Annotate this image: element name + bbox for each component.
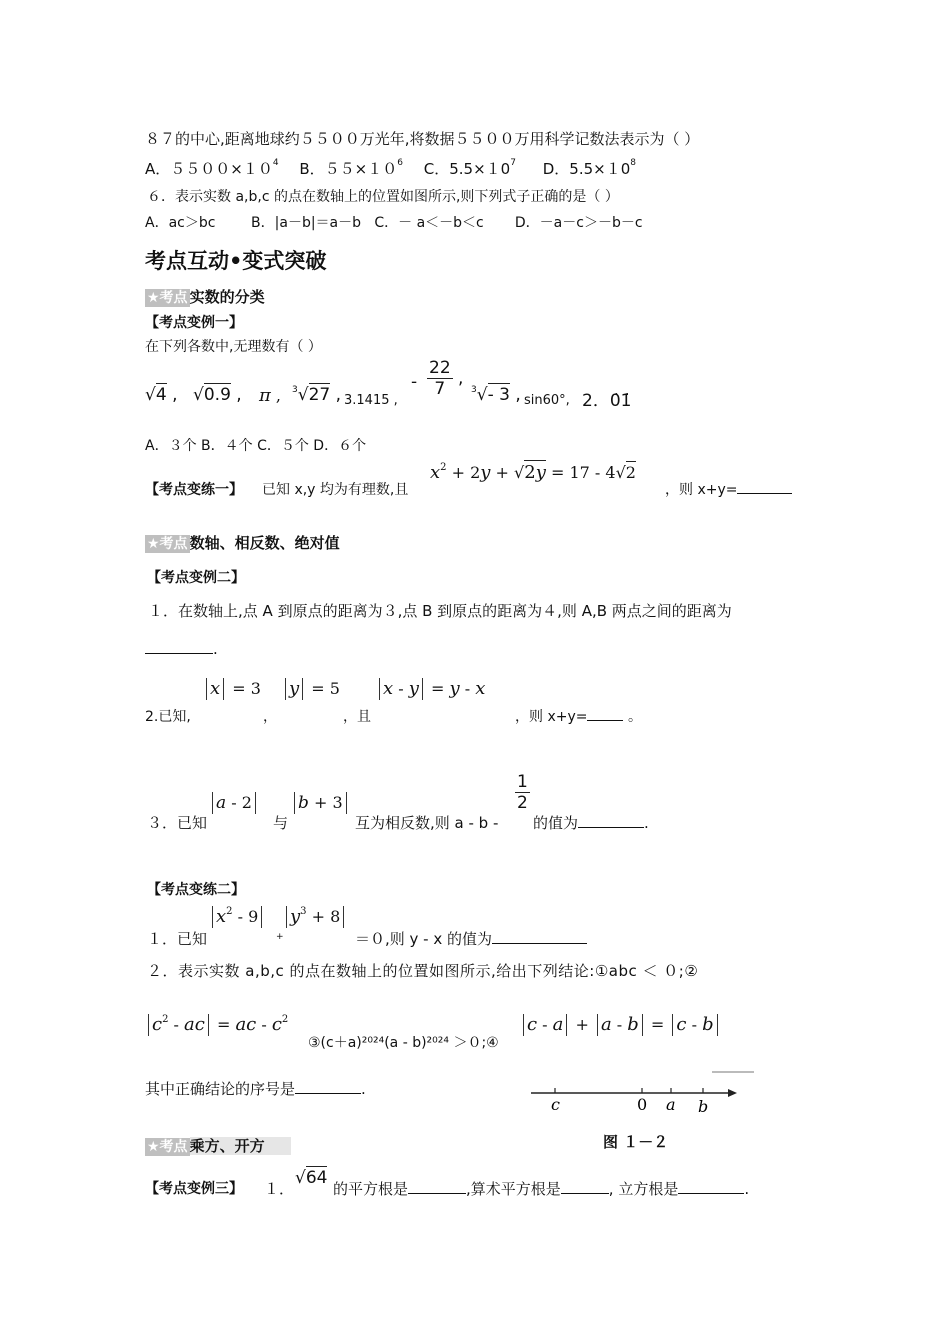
topic2-p2: ２．表示实数 a,b,c 的点在数轴上的位置如图所示,给出下列结论:①abc ＜ ０;②	[147, 962, 699, 980]
topic1-prompt: 在下列各数中,无理数有（ ）	[145, 339, 322, 355]
axis-label-b: b	[698, 1097, 709, 1116]
topic-tag: ★考点	[147, 536, 188, 552]
p1-math-1: $x^2 - 9$	[209, 906, 265, 928]
q2-sep-2: ，且	[343, 709, 371, 725]
num-cbrt-neg3: $^3$√- 3 ,	[471, 385, 521, 405]
topic1-practice-tail: ，则 x+y=	[665, 479, 792, 499]
topic3-title: 乘方、开方	[190, 1137, 291, 1155]
topic2-q1-answer: .	[145, 640, 218, 658]
q5-option-d: D．5.5×１0	[542, 160, 631, 178]
q2-math-3: x - y = y - x	[376, 678, 485, 700]
axis-label-0: 0	[637, 1095, 648, 1114]
answer-blank[interactable]	[295, 1093, 361, 1094]
arrow-icon	[728, 1089, 737, 1097]
topic1-practice-equation: $x^2 + 2y + √2y = 17 - 4√2$	[430, 462, 636, 483]
p2-cond-3: ③(c＋a)²⁰²⁴(a - b)²⁰²⁴ ＞０;④	[308, 1035, 499, 1051]
topic3-sqrt64: √64	[295, 1168, 328, 1188]
topic3-header	[145, 1135, 291, 1156]
q6-options: A．ac＞bc B．|a－b|＝a－b C．－ a＜－b＜c D．－a－c＞－b－c	[145, 215, 643, 231]
topic2-p2-conditions	[145, 1012, 785, 1058]
q5-option-c: C．5.5×１0	[423, 160, 511, 178]
num-sqrt4: √4 ,	[145, 385, 178, 405]
q3-tail: 的值为 .	[533, 814, 649, 832]
q2-tail: ，则 x+y= 。	[515, 709, 642, 725]
num-cbrt27: $^3$√27 ,	[292, 385, 342, 405]
section-heading: 考点互动•变式突破	[145, 249, 327, 273]
figure-caption: 图 １－２	[603, 1133, 669, 1151]
q5-options: A．$5500\times 10^4$ B．$55\times 10^6$ C．$5.5\times 10^7$ D．$5.5\times 10^8$	[145, 158, 636, 178]
q5-stem: ８７的中心,距离地球约５５００万光年,将数据５５００万用科学记数法表示为（ ）	[145, 130, 700, 148]
q2-sep-1: ，	[263, 709, 277, 725]
p1-tail: ＝０,则 y - x 的值为	[355, 928, 587, 949]
number-line-figure	[525, 1066, 765, 1120]
topic3-q1	[145, 1164, 805, 1204]
q2-prefix: 2.已知,	[145, 709, 191, 725]
topic-tag: ★考点	[147, 290, 188, 306]
num-repeating: 2．0̇1̇	[582, 391, 632, 411]
topic3-q1-prefix: １．	[264, 1180, 295, 1198]
num-sqrt09: √0.9 ,	[193, 385, 242, 405]
answer-blank[interactable]	[492, 943, 587, 944]
answer-blank[interactable]	[587, 720, 623, 721]
answer-blank[interactable]	[145, 653, 213, 654]
q5-option-a: A．５５００×１０	[145, 160, 273, 178]
answer-blank[interactable]	[561, 1193, 609, 1194]
topic1-practice	[145, 462, 805, 502]
p1-plus: +	[276, 932, 284, 942]
topic2-q1: １．在数轴上,点 A 到原点的距离为３,点 B 到原点的距离为４,则 A,B 两点之间的距离为	[148, 602, 732, 620]
topic1-title: 实数的分类	[189, 288, 265, 306]
topic3-example-label: 【考点变例三】	[145, 1181, 243, 1197]
answer-blank[interactable]	[737, 493, 792, 494]
topic1-header	[145, 286, 265, 307]
topic-tag: ★考点	[147, 1139, 188, 1155]
num-pi: π ,	[259, 385, 282, 406]
topic2-title: 数轴、相反数、绝对值	[189, 534, 340, 552]
topic2-q3	[145, 772, 805, 836]
topic2-example-label: 【考点变例二】	[147, 570, 245, 586]
q2-math-2: y = 5	[282, 678, 340, 700]
p2-cond-4: c - a + a - b = c - b	[520, 1014, 721, 1036]
q3-fraction: $\frac{1}{2}$	[517, 772, 528, 813]
num-decimal: 3.1415 ,	[344, 393, 398, 408]
answer-blank[interactable]	[678, 1193, 744, 1194]
axis-label-c: c	[551, 1095, 560, 1114]
answer-blank[interactable]	[408, 1193, 466, 1194]
q2-math-1: x = 3	[203, 678, 261, 700]
q3-mid: 与	[273, 814, 289, 832]
topic1-options: A．３个 B．４个 C．５个 D．６个	[145, 438, 367, 454]
q6-stem: ６．表示实数 a,b,c 的点在数轴上的位置如图所示,则下列式子正确的是（ ）	[147, 189, 619, 205]
topic2-practice-label: 【考点变练二】	[147, 882, 245, 898]
topic1-practice-label: 【考点变练一】	[145, 482, 243, 498]
q5-option-b: B．５５×１０	[299, 160, 398, 178]
num-fraction: $\frac{22}{7}$ ,	[429, 358, 464, 399]
topic2-p2-ask: 其中正确结论的序号是 .	[145, 1080, 366, 1098]
topic3-q1-text: 的平方根是 ,算术平方根是 , 立方根是 .	[333, 1180, 750, 1198]
topic1-example-label: 【考点变例一】	[145, 315, 243, 331]
p1-prefix: １．已知	[147, 930, 208, 948]
q3-math-1: a - 2	[209, 792, 259, 814]
axis-label-a: a	[666, 1095, 676, 1114]
topic1-number-list	[145, 356, 765, 416]
topic2-p1	[145, 902, 805, 952]
p1-math-2: $y^3 + 8$	[283, 906, 347, 928]
q3-math-2: b + 3	[291, 792, 350, 814]
topic1-practice-text: 已知 x,y 均为有理数,且	[262, 482, 409, 498]
num-neg-sign: -	[411, 372, 418, 392]
q3-text: 互为相反数,则 a - b -	[355, 814, 499, 832]
num-sin60: sin60°,	[524, 393, 570, 408]
topic2-q2	[145, 676, 805, 726]
p2-cond-2: $c^2$ - ac = ac - $c^2$	[145, 1014, 288, 1036]
topic2-header	[145, 532, 340, 553]
answer-blank[interactable]	[578, 827, 644, 828]
q3-prefix: ３．已知	[147, 814, 208, 832]
